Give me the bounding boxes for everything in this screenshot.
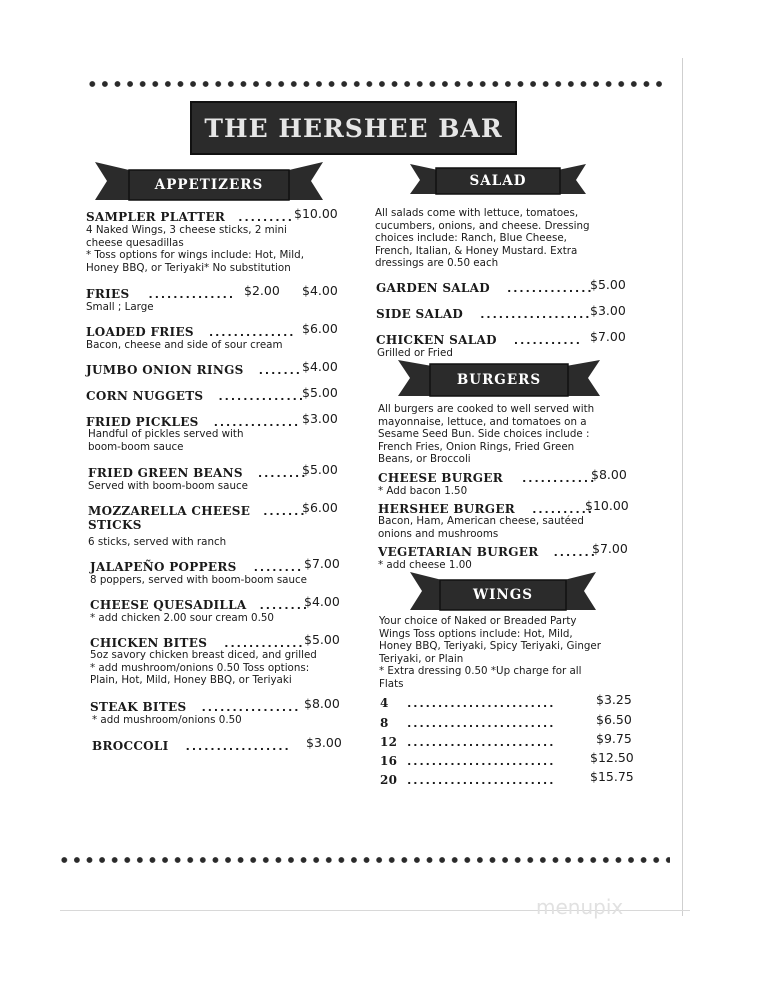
burgers-description xyxy=(378,403,594,466)
description-fries: Small ; Large xyxy=(86,301,154,313)
description-sampler-platter xyxy=(86,224,304,274)
price-cheese-burger: $8.00 xyxy=(591,467,627,482)
page-edge xyxy=(682,58,683,916)
description-fried-green-beans: Served with boom-boom sauce xyxy=(88,480,248,492)
menu-item-garden-salad xyxy=(376,277,594,296)
description-line: boom-boom sauce xyxy=(88,440,184,453)
menu-item-sampler-platter xyxy=(86,206,294,225)
item-name: FRIED PICKLES xyxy=(86,415,199,429)
price-corn-nuggets: $5.00 xyxy=(302,385,338,400)
wing-price: $15.75 xyxy=(590,769,634,784)
wing-price: $12.50 xyxy=(590,750,634,765)
menu-item-vegetarian-burger xyxy=(378,541,597,560)
description-chicken-salad: Grilled or Fried xyxy=(377,347,453,359)
dot-border-bottom xyxy=(58,856,670,864)
description-line: Your choice of Naked or Breaded Party xyxy=(379,615,577,627)
dot-leader: ........................ xyxy=(407,697,556,710)
wing-count: 20 xyxy=(380,773,398,787)
price-fried-green-beans: $5.00 xyxy=(302,462,338,477)
price-broccoli: $3.00 xyxy=(306,735,342,750)
wings-row xyxy=(380,712,555,731)
menu-item-jalapeno-poppers xyxy=(90,556,303,575)
menu-item-side-salad xyxy=(376,303,591,322)
description-line: Handful of pickles served with xyxy=(88,428,244,440)
menu-item-fries xyxy=(86,283,235,302)
dot-leader: ......... xyxy=(238,211,294,224)
price-fried-pickles: $3.00 xyxy=(302,411,338,426)
dot-leader: ........................ xyxy=(407,736,556,749)
item-name: SIDE SALAD xyxy=(376,307,464,321)
description-line: * Extra dressing 0.50 *Up charge for all xyxy=(379,665,582,678)
menu-item-corn-nuggets xyxy=(86,385,305,404)
dot-leader: ................. xyxy=(185,740,291,753)
burgers-header-label: BURGERS xyxy=(456,372,542,388)
dot-leader: ....... xyxy=(553,546,597,559)
description-line: 5oz savory chicken breast diced, and grilled xyxy=(90,649,317,661)
description-line: Plain, Hot, Mild, Honey BBQ, or Teriyaki xyxy=(90,674,292,687)
description-line: choices include: Ranch, Blue Cheese, xyxy=(375,232,567,245)
price-fries-large: $4.00 xyxy=(302,283,338,298)
description-cheese-burger: * Add bacon 1.50 xyxy=(378,485,468,497)
dot-leader: ........................ xyxy=(407,774,556,787)
description-chicken-bites xyxy=(90,649,317,687)
menu-item-cheese-quesadilla xyxy=(90,594,309,613)
menu-item-chicken-salad xyxy=(376,329,582,348)
appetizers-header-label: APPETIZERS xyxy=(154,177,264,193)
dot-leader: ........................ xyxy=(407,717,556,730)
description-line: All salads come with lettuce, tomatoes, xyxy=(375,207,579,219)
menu-item-loaded-fries xyxy=(86,321,295,340)
description-line: All burgers are cooked to well served with xyxy=(378,403,595,415)
dot-leader: .............. xyxy=(208,326,296,339)
description-line: mayonnaise, lettuce, and tomatoes on a xyxy=(378,415,587,428)
description-cheese-quesadilla: * add chicken 2.00 sour cream 0.50 xyxy=(90,612,274,624)
item-name: JUMBO ONION RINGS xyxy=(86,363,244,377)
salad-header-label: SALAD xyxy=(469,173,527,189)
item-name: CHICKEN BITES xyxy=(90,636,208,650)
description-line: * Toss options for wings include: Hot, Mild, xyxy=(86,249,304,262)
menu-item-cheese-burger xyxy=(378,467,596,486)
dot-leader: ....... xyxy=(258,364,302,377)
wing-count: 16 xyxy=(380,754,398,768)
menu-item-fried-green-beans xyxy=(88,462,307,481)
wings-row xyxy=(380,769,555,788)
wing-price: $3.25 xyxy=(596,692,632,707)
price-side-salad: $3.00 xyxy=(590,303,626,318)
description-line: cheese quesadillas xyxy=(86,236,184,249)
description-line: Flats xyxy=(379,677,404,690)
price-cheese-quesadilla: $4.00 xyxy=(304,594,340,609)
item-name: SAMPLER PLATTER xyxy=(86,210,226,224)
description-line: onions and mushrooms xyxy=(378,527,499,540)
dot-leader: ............. xyxy=(224,637,305,650)
wings-header xyxy=(410,572,596,614)
description-hershee-burger xyxy=(378,515,584,540)
description-line: Honey BBQ, Teriyaki, Spicy Teriyaki, Ginger xyxy=(379,640,601,653)
price-sampler-platter: $10.00 xyxy=(294,206,338,221)
item-name: VEGETARIAN BURGER xyxy=(378,545,539,559)
dot-leader: .................. xyxy=(480,308,592,321)
item-name: FRIES xyxy=(86,287,130,301)
description-line: French Fries, Onion Rings, Fried Green xyxy=(378,440,575,453)
wing-count: 4 xyxy=(380,696,389,710)
menu-item-steak-bites xyxy=(90,696,300,715)
menu-title xyxy=(190,101,517,155)
description-line: 4 Naked Wings, 3 cheese sticks, 2 mini xyxy=(86,224,287,236)
description-line: cucumbers, onions, and cheese. Dressing xyxy=(375,219,590,232)
item-name: HERSHEE BURGER xyxy=(378,502,516,516)
item-name: MOZZARELLA CHEESE xyxy=(88,504,251,518)
dot-leader: .............. xyxy=(507,282,594,295)
description-line: Wings Toss options include: Hot, Mild, xyxy=(379,627,573,640)
description-line: French, Italian, & Honey Mustard. Extra xyxy=(375,244,578,257)
description-loaded-fries: Bacon, cheese and side of sour cream xyxy=(86,339,283,351)
description-line: Bacon, Ham, American cheese, sautéed xyxy=(378,515,584,527)
watermark: menupix xyxy=(536,895,624,919)
dot-leader: .............. xyxy=(148,288,236,301)
description-line: dressings are 0.50 each xyxy=(375,257,499,270)
description-jalapeno-poppers: 8 poppers, served with boom-boom sauce xyxy=(90,574,308,586)
item-name: BROCCOLI xyxy=(92,739,169,753)
description-mozzarella-cheese-sticks: 6 sticks, served with ranch xyxy=(88,536,227,548)
dot-leader: ................ xyxy=(201,701,301,714)
item-name: STEAK BITES xyxy=(90,700,187,714)
price-jalapeno-poppers: $7.00 xyxy=(304,556,340,571)
dot-leader: .............. xyxy=(213,416,301,429)
appetizers-header xyxy=(95,162,323,204)
dot-leader: ........... xyxy=(513,334,582,347)
wing-count: 8 xyxy=(380,716,389,730)
price-chicken-bites: $5.00 xyxy=(304,632,340,647)
menu-item-broccoli xyxy=(92,735,291,754)
salad-description xyxy=(375,207,590,270)
wing-price: $9.75 xyxy=(596,731,632,746)
dot-leader: ....... xyxy=(263,505,307,518)
wings-header-label: WINGS xyxy=(472,587,534,603)
price-steak-bites: $8.00 xyxy=(304,696,340,711)
item-name: CHEESE BURGER xyxy=(378,471,504,485)
dot-border-top xyxy=(86,80,668,88)
description-steak-bites: * add mushroom/onions 0.50 xyxy=(92,714,242,726)
price-hershee-burger: $10.00 xyxy=(585,498,629,513)
price-mozzarella-cheese-sticks: $6.00 xyxy=(302,500,338,515)
wings-row xyxy=(380,731,555,750)
wings-row xyxy=(380,692,555,711)
price-jumbo-onion-rings: $4.00 xyxy=(302,359,338,374)
item-name: GARDEN SALAD xyxy=(376,281,490,295)
description-line: Beans, or Broccoli xyxy=(378,453,471,466)
item-name: LOADED FRIES xyxy=(86,325,194,339)
dot-leader: ........ xyxy=(253,561,304,574)
price-loaded-fries: $6.00 xyxy=(302,321,338,336)
item-name-continued: STICKS xyxy=(88,518,142,532)
dot-leader: ............ xyxy=(522,472,597,485)
item-name: FRIED GREEN BEANS xyxy=(88,466,243,480)
menu-title-text: THE HERSHEE BAR xyxy=(204,113,503,143)
description-line: Teriyaki, or Plain xyxy=(379,652,464,665)
menu-item-jumbo-onion-rings xyxy=(86,359,302,378)
description-line: Honey BBQ, or Teriyaki* No substitution xyxy=(86,261,291,274)
dot-leader: ........ xyxy=(257,467,308,480)
dot-leader: .......... xyxy=(532,503,594,516)
item-name: CHEESE QUESADILLA xyxy=(90,598,247,612)
dot-leader: ........................ xyxy=(407,755,556,768)
item-name: CORN NUGGETS xyxy=(86,389,204,403)
price-fries-small: $2.00 xyxy=(244,283,280,298)
description-line: Sesame Seed Bun. Side choices include : xyxy=(378,428,590,441)
item-name: CHICKEN SALAD xyxy=(376,333,497,347)
wing-count: 12 xyxy=(380,735,398,749)
wings-row xyxy=(380,750,555,769)
price-garden-salad: $5.00 xyxy=(590,277,626,292)
wings-description xyxy=(379,615,601,691)
burgers-header xyxy=(398,360,600,402)
dot-leader: .............. xyxy=(218,390,306,403)
description-vegetarian-burger: * add cheese 1.00 xyxy=(378,559,472,571)
item-name: JALAPEÑO POPPERS xyxy=(90,560,237,574)
salad-header xyxy=(410,160,586,196)
dot-leader: ........ xyxy=(259,599,310,612)
price-chicken-salad: $7.00 xyxy=(590,329,626,344)
menu-item-mozzarella-cheese-sticks xyxy=(88,500,307,519)
description-fried-pickles xyxy=(88,428,243,453)
wing-price: $6.50 xyxy=(596,712,632,727)
description-line: * add mushroom/onions 0.50 Toss options: xyxy=(90,661,310,674)
price-vegetarian-burger: $7.00 xyxy=(592,541,628,556)
